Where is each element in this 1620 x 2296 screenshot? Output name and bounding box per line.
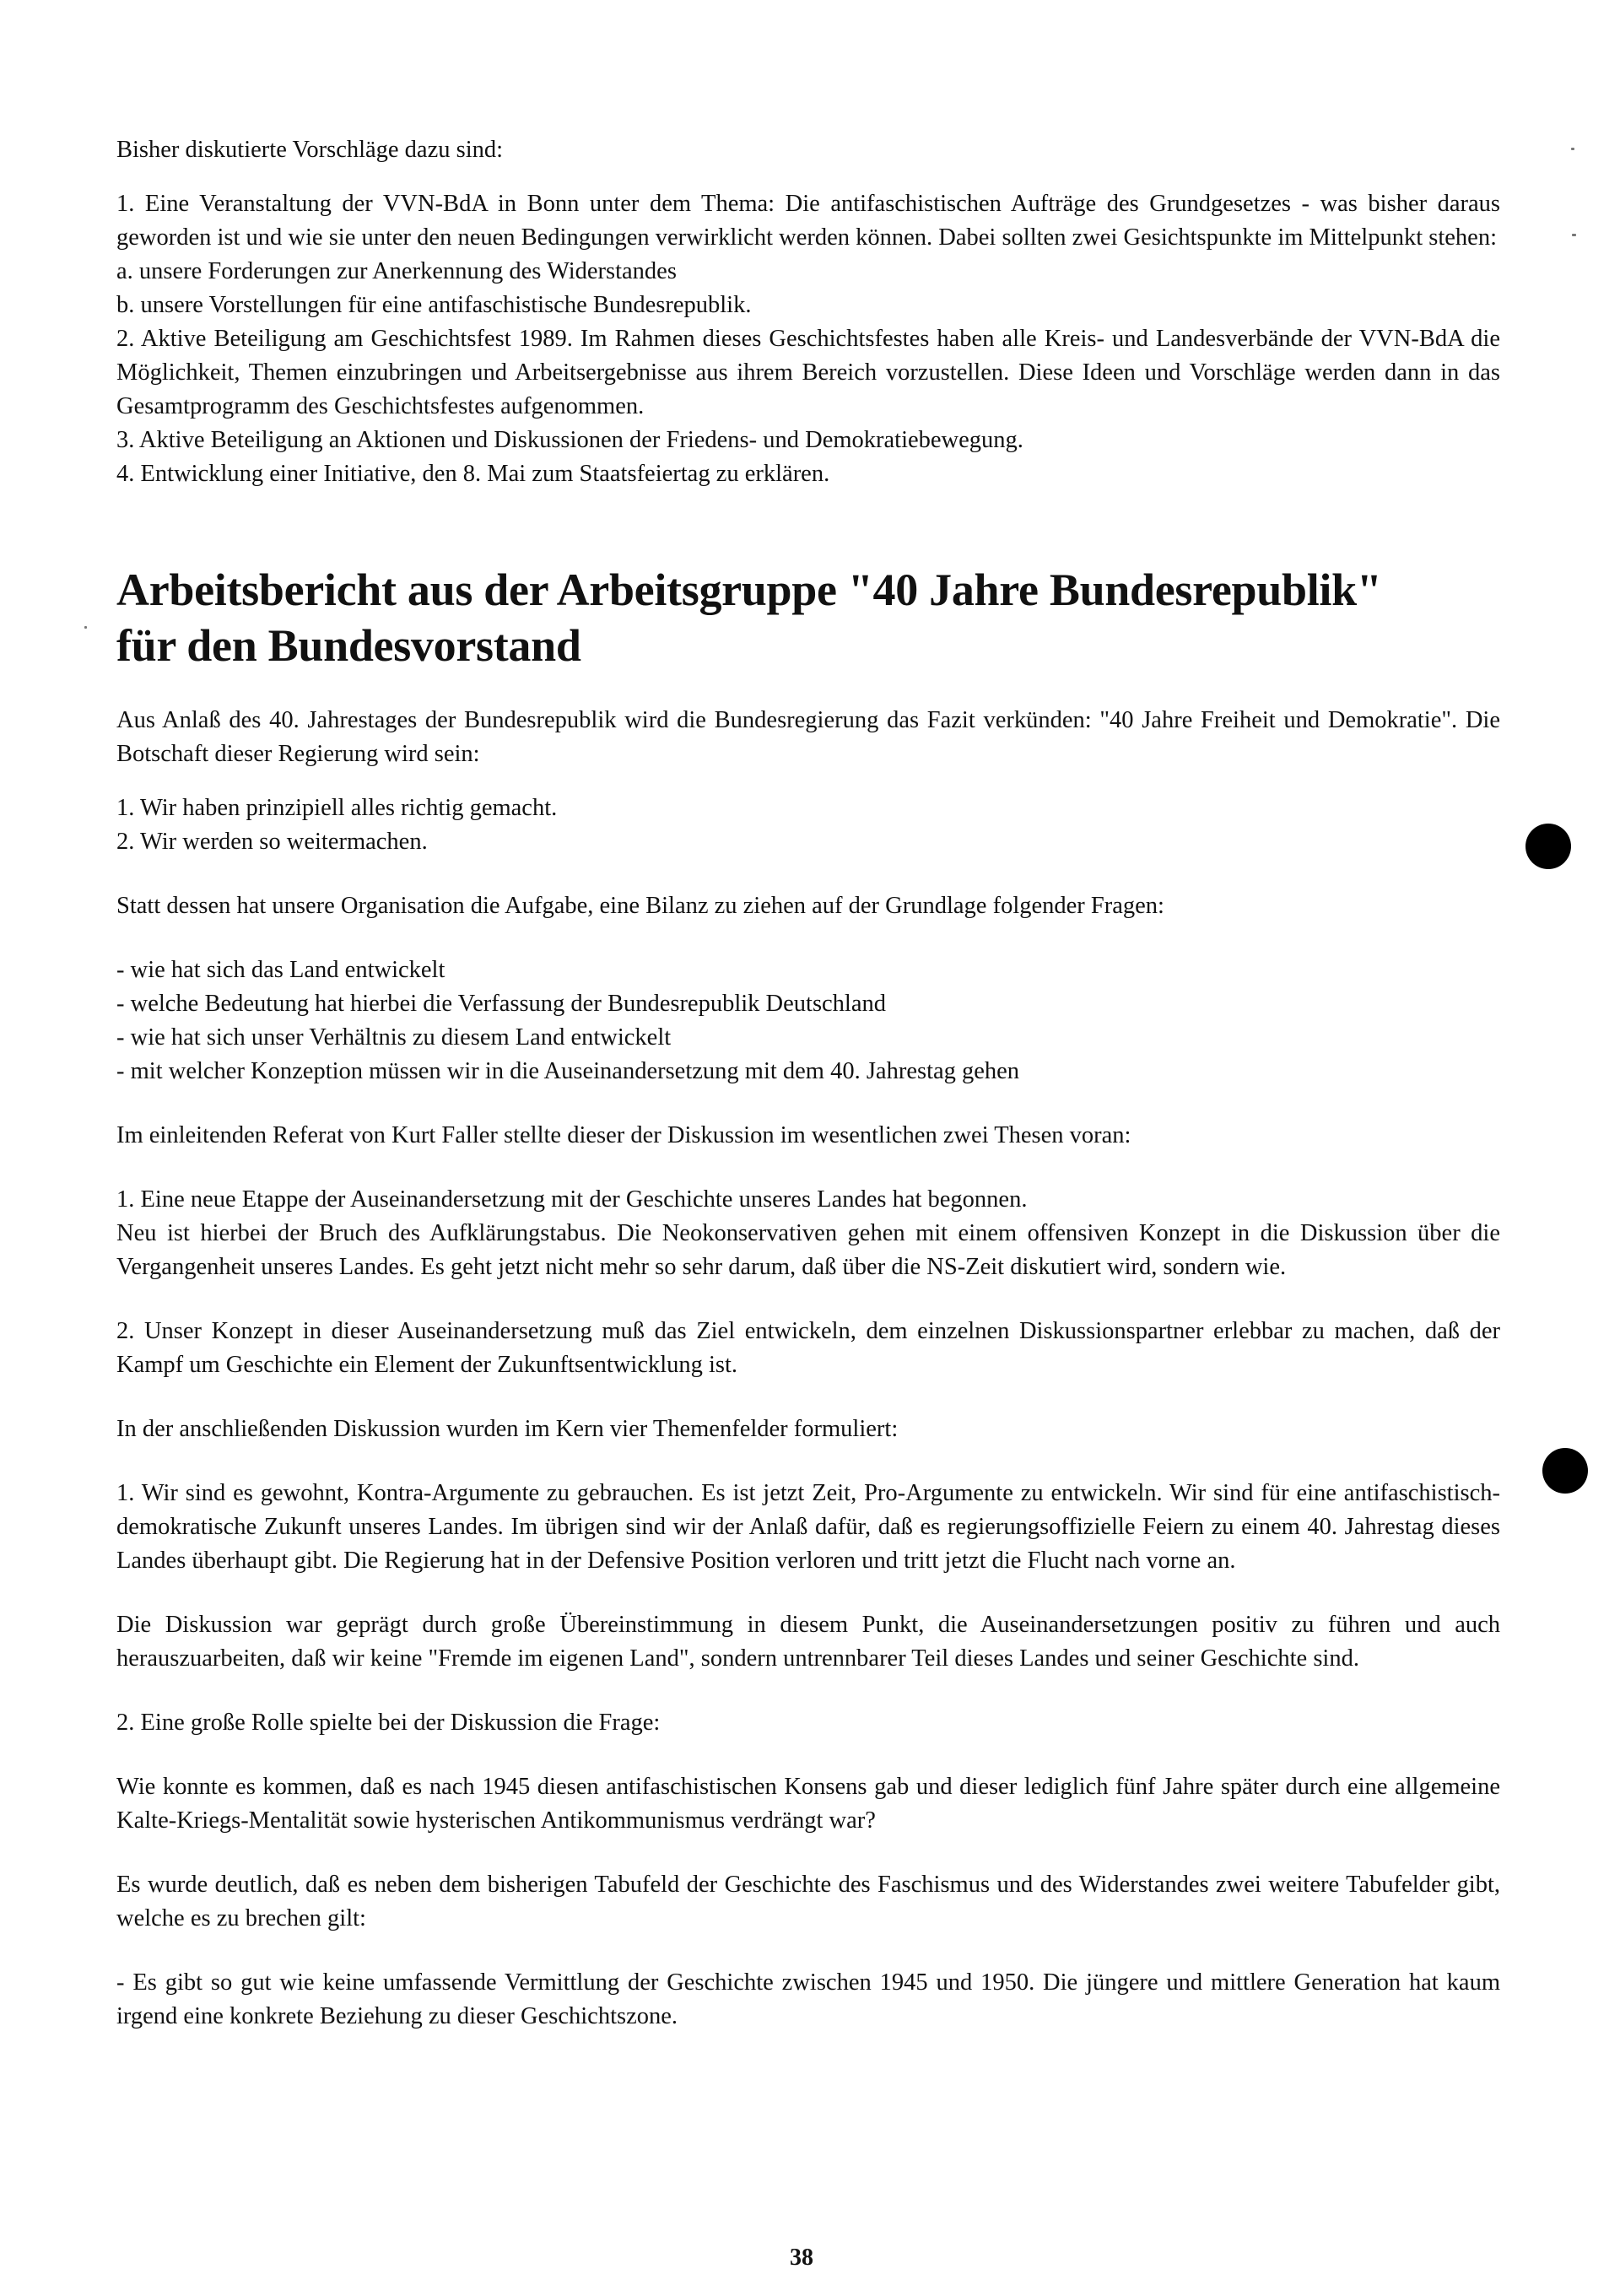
- question-item-3: - wie hat sich unser Verhältnis zu diesem Land entwickelt: [116, 1024, 672, 1051]
- topic-2: 2. Eine große Rolle spielte bei der Diskussion die Frage:: [116, 1710, 661, 1736]
- scan-speck: [84, 626, 87, 629]
- heading-line-1: Arbeitsbericht aus der Arbeitsgruppe "40 Jahre Bundesrepublik": [116, 565, 1382, 615]
- page-number: 38: [790, 2245, 813, 2271]
- thesis-2: 2. Unser Konzept in dieser Auseinandersetzung muß das Ziel entwickeln, dem einzelnen Diskussionspartner erlebbar zu machen, daß der Kampf um Geschichte ein Element der Zukunftsentwicklung ist.: [116, 1318, 1500, 1378]
- intro-item-2: 2. Aktive Beteiligung am Geschichtsfest 1989. Im Rahmen dieses Geschichtsfestes haben alle Kreis- und Landesverbände der VVN-BdA die Möglichkeit, Themen einzubringen und Arbeitsergebnisse aus ihrem Bereich vorzustellen. Diese Ideen und Vorschläge werden dann in das Gesamtprogramm des Geschichtsfestes aufgenommen.: [116, 326, 1500, 419]
- paragraph-bilanz: Statt dessen hat unsere Organisation die Aufgabe, eine Bilanz zu ziehen auf der Grundlage folgender Fragen:: [116, 893, 1164, 919]
- page-content: [116, 133, 1500, 2034]
- question-item-4: - mit welcher Konzeption müssen wir in die Auseinandersetzung mit dem 40. Jahrestag gehen: [116, 1058, 1020, 1084]
- thesis-1-text: Neu ist hierbei der Bruch des Aufklärungstabus. Die Neokonservativen gehen mit einem offensiven Konzept in die Diskussion über die Vergangenheit unseres Landes. Es geht jetzt nicht mehr so sehr darum, daß über die NS-Zeit diskutiert wird, sondern wie.: [116, 1220, 1500, 1280]
- question-item-1: - wie hat sich das Land entwickelt: [116, 957, 446, 983]
- paragraph-anlass: Aus Anlaß des 40. Jahrestages der Bundesrepublik wird die Bundesregierung das Fazit verkünden: "40 Jahre Freiheit und Demokratie". Die Botschaft dieser Regierung wird sein:: [116, 707, 1500, 767]
- section-heading: [116, 562, 1500, 673]
- thesis-1-title: 1. Eine neue Etappe der Auseinandersetzung mit der Geschichte unseres Landes hat begonnen.: [116, 1186, 1028, 1213]
- paragraph-referat: Im einleitenden Referat von Kurt Faller stellte dieser der Diskussion im wesentlichen zwei Thesen voran:: [116, 1122, 1131, 1148]
- paragraph-tabufelder: Es wurde deutlich, daß es neben dem bisherigen Tabufeld der Geschichte des Faschismus und des Widerstandes zwei weitere Tabufelder gibt, welche es zu brechen gilt:: [116, 1872, 1500, 1931]
- heading-line-2: für den Bundesvorstand: [116, 620, 581, 671]
- message-item-2: 2. Wir werden so weitermachen.: [116, 829, 428, 855]
- scan-speck: [1572, 234, 1576, 236]
- intro-item-1a: a. unsere Forderungen zur Anerkennung des Widerstandes: [116, 258, 677, 284]
- message-item-1: 1. Wir haben prinzipiell alles richtig gemacht.: [116, 795, 558, 821]
- intro-item-4: 4. Entwicklung einer Initiative, den 8. Mai zum Staatsfeiertag zu erklären.: [116, 461, 830, 487]
- paragraph-frage: Wie konnte es kommen, daß es nach 1945 diesen antifaschistischen Konsens gab und dieser lediglich fünf Jahre später durch eine allgemeine Kalte-Kriegs-Mentalität sowie hysterischen Antikommunismus verdrängt war?: [116, 1774, 1500, 1834]
- scan-speck: [1571, 148, 1574, 150]
- intro-item-1b: b. unsere Vorstellungen für eine antifaschistische Bundesrepublik.: [116, 292, 752, 318]
- paragraph-themenfelder: In der anschließenden Diskussion wurden im Kern vier Themenfelder formuliert:: [116, 1416, 899, 1442]
- intro-lead: Bisher diskutierte Vorschläge dazu sind:: [116, 137, 504, 163]
- question-item-2: - welche Bedeutung hat hierbei die Verfassung der Bundesrepublik Deutschland: [116, 991, 886, 1017]
- punch-hole-upper: [1526, 824, 1571, 869]
- intro-item-1: 1. Eine Veranstaltung der VVN-BdA in Bonn unter dem Thema: Die antifaschistischen Aufträge des Grundgesetzes - was bisher daraus geworden ist und wie sie unter den neuen Bedingungen verwirklicht werden können. Dabei sollten zwei Gesichtspunkte im Mittelpunkt stehen:: [116, 191, 1500, 251]
- paragraph-diskussion: Die Diskussion war geprägt durch große Übereinstimmung in diesem Punkt, die Auseinandersetzungen positiv zu führen und auch herauszuarbeiten, daß wir keine "Fremde im eigenen Land", sondern untrennbarer Teil dieses Landes und seiner Geschichte sind.: [116, 1612, 1500, 1672]
- topic-1: 1. Wir sind es gewohnt, Kontra-Argumente zu gebrauchen. Es ist jetzt Zeit, Pro-Argumente zu entwickeln. Wir sind für eine antifaschistisch-demokratische Zukunft unseres Landes. Im übrigen sind wir der Anlaß dafür, daß es regierungsoffizielle Feiern zu einem 40. Jahrestag dieses Landes überhaupt gibt. Die Regierung hat in der Defensive Position verloren und tritt jetzt die Flucht nach vorne an.: [116, 1480, 1500, 1574]
- intro-item-3: 3. Aktive Beteiligung an Aktionen und Diskussionen der Friedens- und Demokratiebewegung.: [116, 427, 1023, 453]
- paragraph-geschichtszone: - Es gibt so gut wie keine umfassende Vermittlung der Geschichte zwischen 1945 und 1950. Die jüngere und mittlere Generation hat kaum irgend eine konkrete Beziehung zu dieser Geschichtszone.: [116, 1969, 1500, 2029]
- punch-hole-lower: [1542, 1448, 1588, 1494]
